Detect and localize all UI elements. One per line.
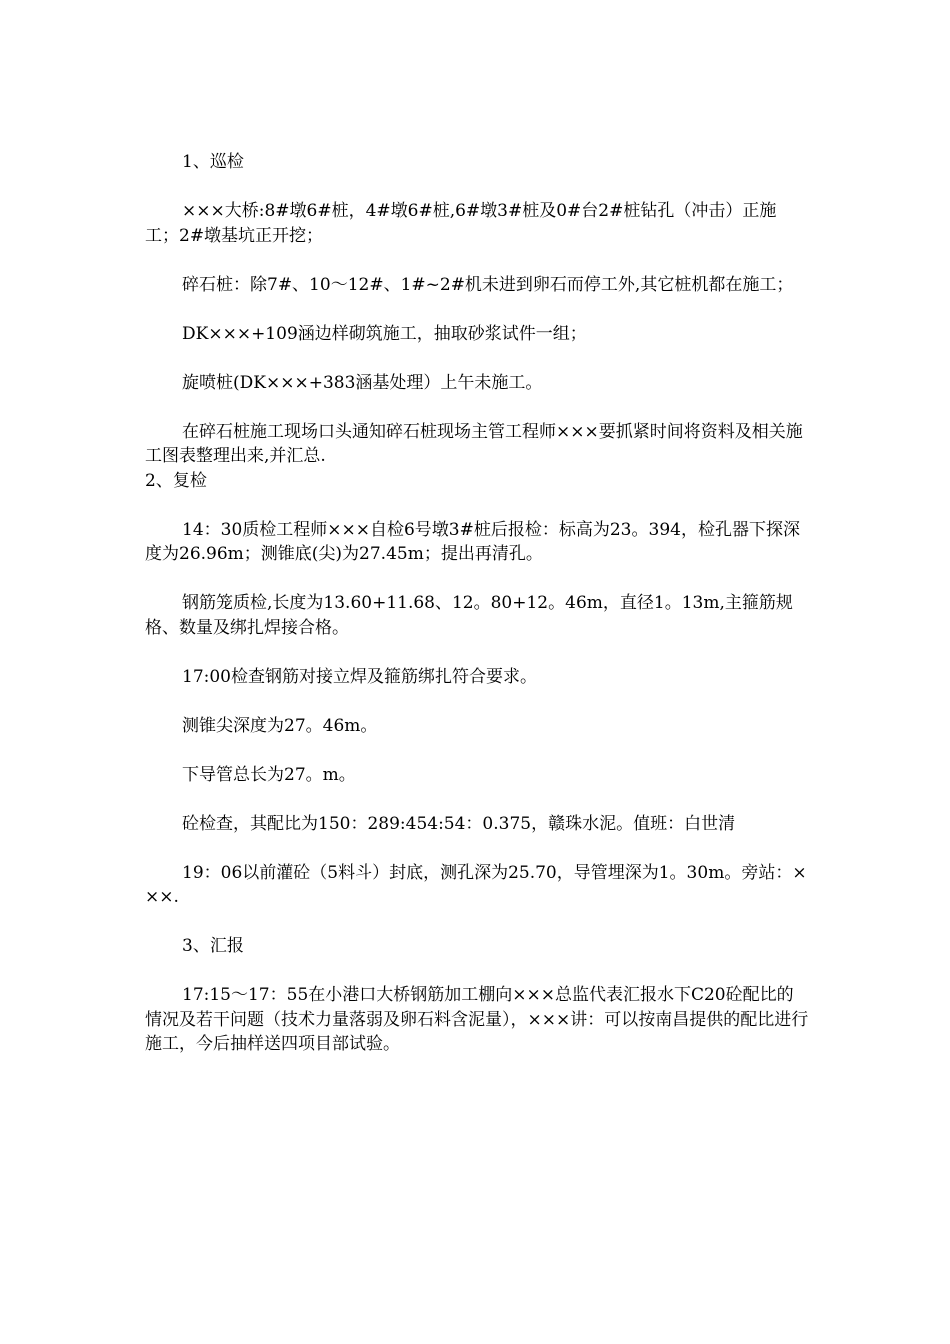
document-body (145, 150, 810, 1057)
section-heading-recheck: 2、复检 (145, 470, 207, 491)
paragraph-jet-grouting: 旋喷桩(DK×××+383涵基处理）上午未施工。 (182, 372, 543, 393)
paragraph-pouring: 19：06以前灌砼（5料斗）封底，测孔深为25.70，导管埋深为1。30m。旁站：×××. (145, 862, 807, 907)
paragraph-rebar-cage: 钢筋笼质检,长度为13.60+11.68、12。80+12。46m，直径1。13m,主箍筋规格、数量及绑扎焊接合格。 (145, 593, 793, 638)
paragraph-report: 17:15～17：55在小港口大桥钢筋加工棚向×××总监代表汇报水下C20砼配比的情况及若干问题（技术力量落弱及卵石料含泥量），×××讲：可以按南昌提供的配比进行施工，今后抽样送四项目部试验。 (145, 985, 809, 1054)
paragraph-concrete-mix: 砼检查，其配比为150：289:454:54：0.375，赣珠水泥。值班：白世清 (182, 813, 736, 834)
section-heading-report: 3、汇报 (182, 936, 244, 956)
paragraph-culvert-masonry: DK×××+109涵边样砌筑施工，抽取砂浆试件一组； (182, 323, 587, 344)
paragraph-gravel-piles: 碎石桩：除7#、10～12#、1#~2#机未进到卵石而停工外,其它桩机都在施工； (182, 274, 794, 295)
paragraph-self-check: 14：30质检工程师×××自检6号墩3#桩后报检：标高为23。394，检孔器下探深度为26.96m；测锥底(尖)为27.45m；提出再清孔。 (145, 519, 800, 564)
paragraph-welding-check: 17:00检查钢筋对接立焊及箍筋绑扎符合要求。 (182, 666, 537, 687)
paragraph-bridge-piles: ×××大桥:8#墩6#桩，4#墩6#桩,6#墩3#桩及0#台2#桩钻孔（冲击）正施工；2#墩基坑正开挖； (145, 201, 777, 246)
paragraph-cone-depth: 测锥尖深度为27。46m。 (182, 715, 378, 736)
paragraph-conduit-length: 下导管总长为27。m。 (182, 764, 356, 785)
section-heading-patrol: 1、巡检 (182, 152, 244, 172)
paragraph-notice: 在碎石桩施工现场口头通知碎石桩现场主管工程师×××要抓紧时间将资料及相关施工图表整理出来,并汇总. (145, 421, 803, 466)
